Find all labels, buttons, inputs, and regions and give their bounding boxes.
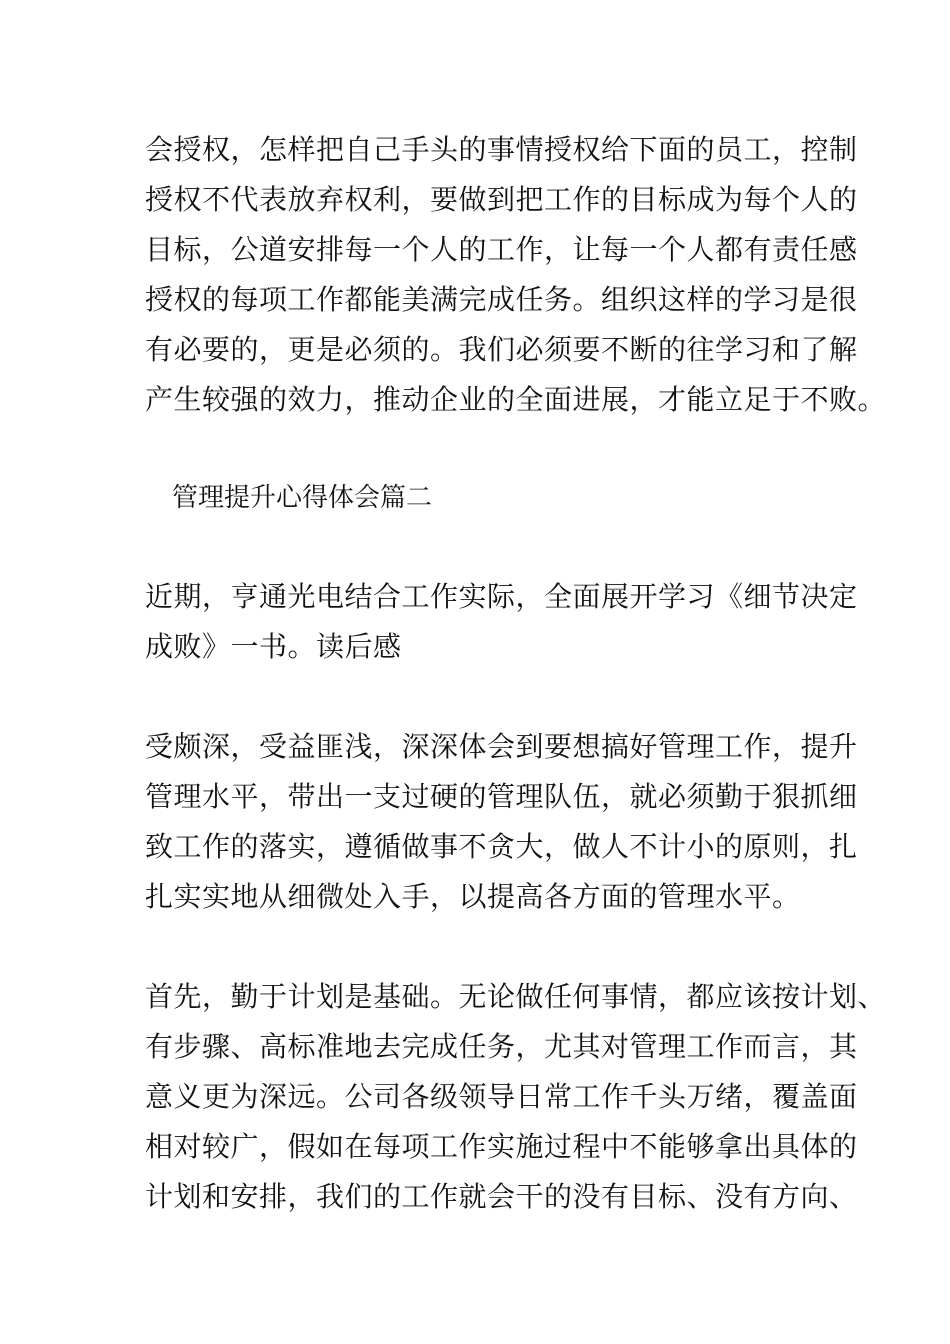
text-line: 授权不代表放弃权利，要做到把工作的目标成为每个人的 — [145, 183, 858, 216]
text-line: 相对较广，假如在每项工作实施过程中不能够拿出具体的 — [145, 1130, 858, 1163]
text-line: 有必要的，更是必须的。我们必须要不断的往学习和了解 — [145, 333, 858, 366]
text-line: 受颇深，受益匪浅，深深体会到要想搞好管理工作，提升 — [145, 730, 858, 763]
text-line: 致工作的落实，遵循做事不贪大，做人不计小的原则，扎 — [145, 830, 858, 863]
text-line: 授权的每项工作都能美满完成任务。组织这样的学习是很 — [145, 283, 858, 316]
text-line: 会授权，怎样把自己手头的事情授权给下面的员工，控制 — [145, 133, 858, 166]
text-line: 近期，亨通光电结合工作实际，全面展开学习《细节决定 — [145, 580, 858, 613]
text-line: 有步骤、高标准地去完成任务，尤其对管理工作而言，其 — [145, 1030, 858, 1063]
text-line: 扎实实地从细微处入手，以提高各方面的管理水平。 — [145, 880, 801, 913]
text-line: 首先，勤于计划是基础。无论做任何事情，都应该按计划、 — [145, 980, 887, 1013]
text-line: 目标，公道安排每一个人的工作，让每一个人都有责任感 — [145, 233, 858, 266]
text-line: 管理水平，带出一支过硬的管理队伍，就必须勤于狠抓细 — [145, 780, 858, 813]
text-line: 成败》一书。读后感 — [145, 630, 402, 663]
text-line: 产生较强的效力，推动企业的全面进展，才能立足于不败。 — [145, 383, 887, 416]
text-line: 意义更为深远。公司各级领导日常工作千头万绪，覆盖面 — [145, 1080, 858, 1113]
text-line: 计划和安排，我们的工作就会干的没有目标、没有方向、 — [145, 1180, 858, 1213]
section-heading: 管理提升心得体会篇二 — [172, 483, 433, 513]
